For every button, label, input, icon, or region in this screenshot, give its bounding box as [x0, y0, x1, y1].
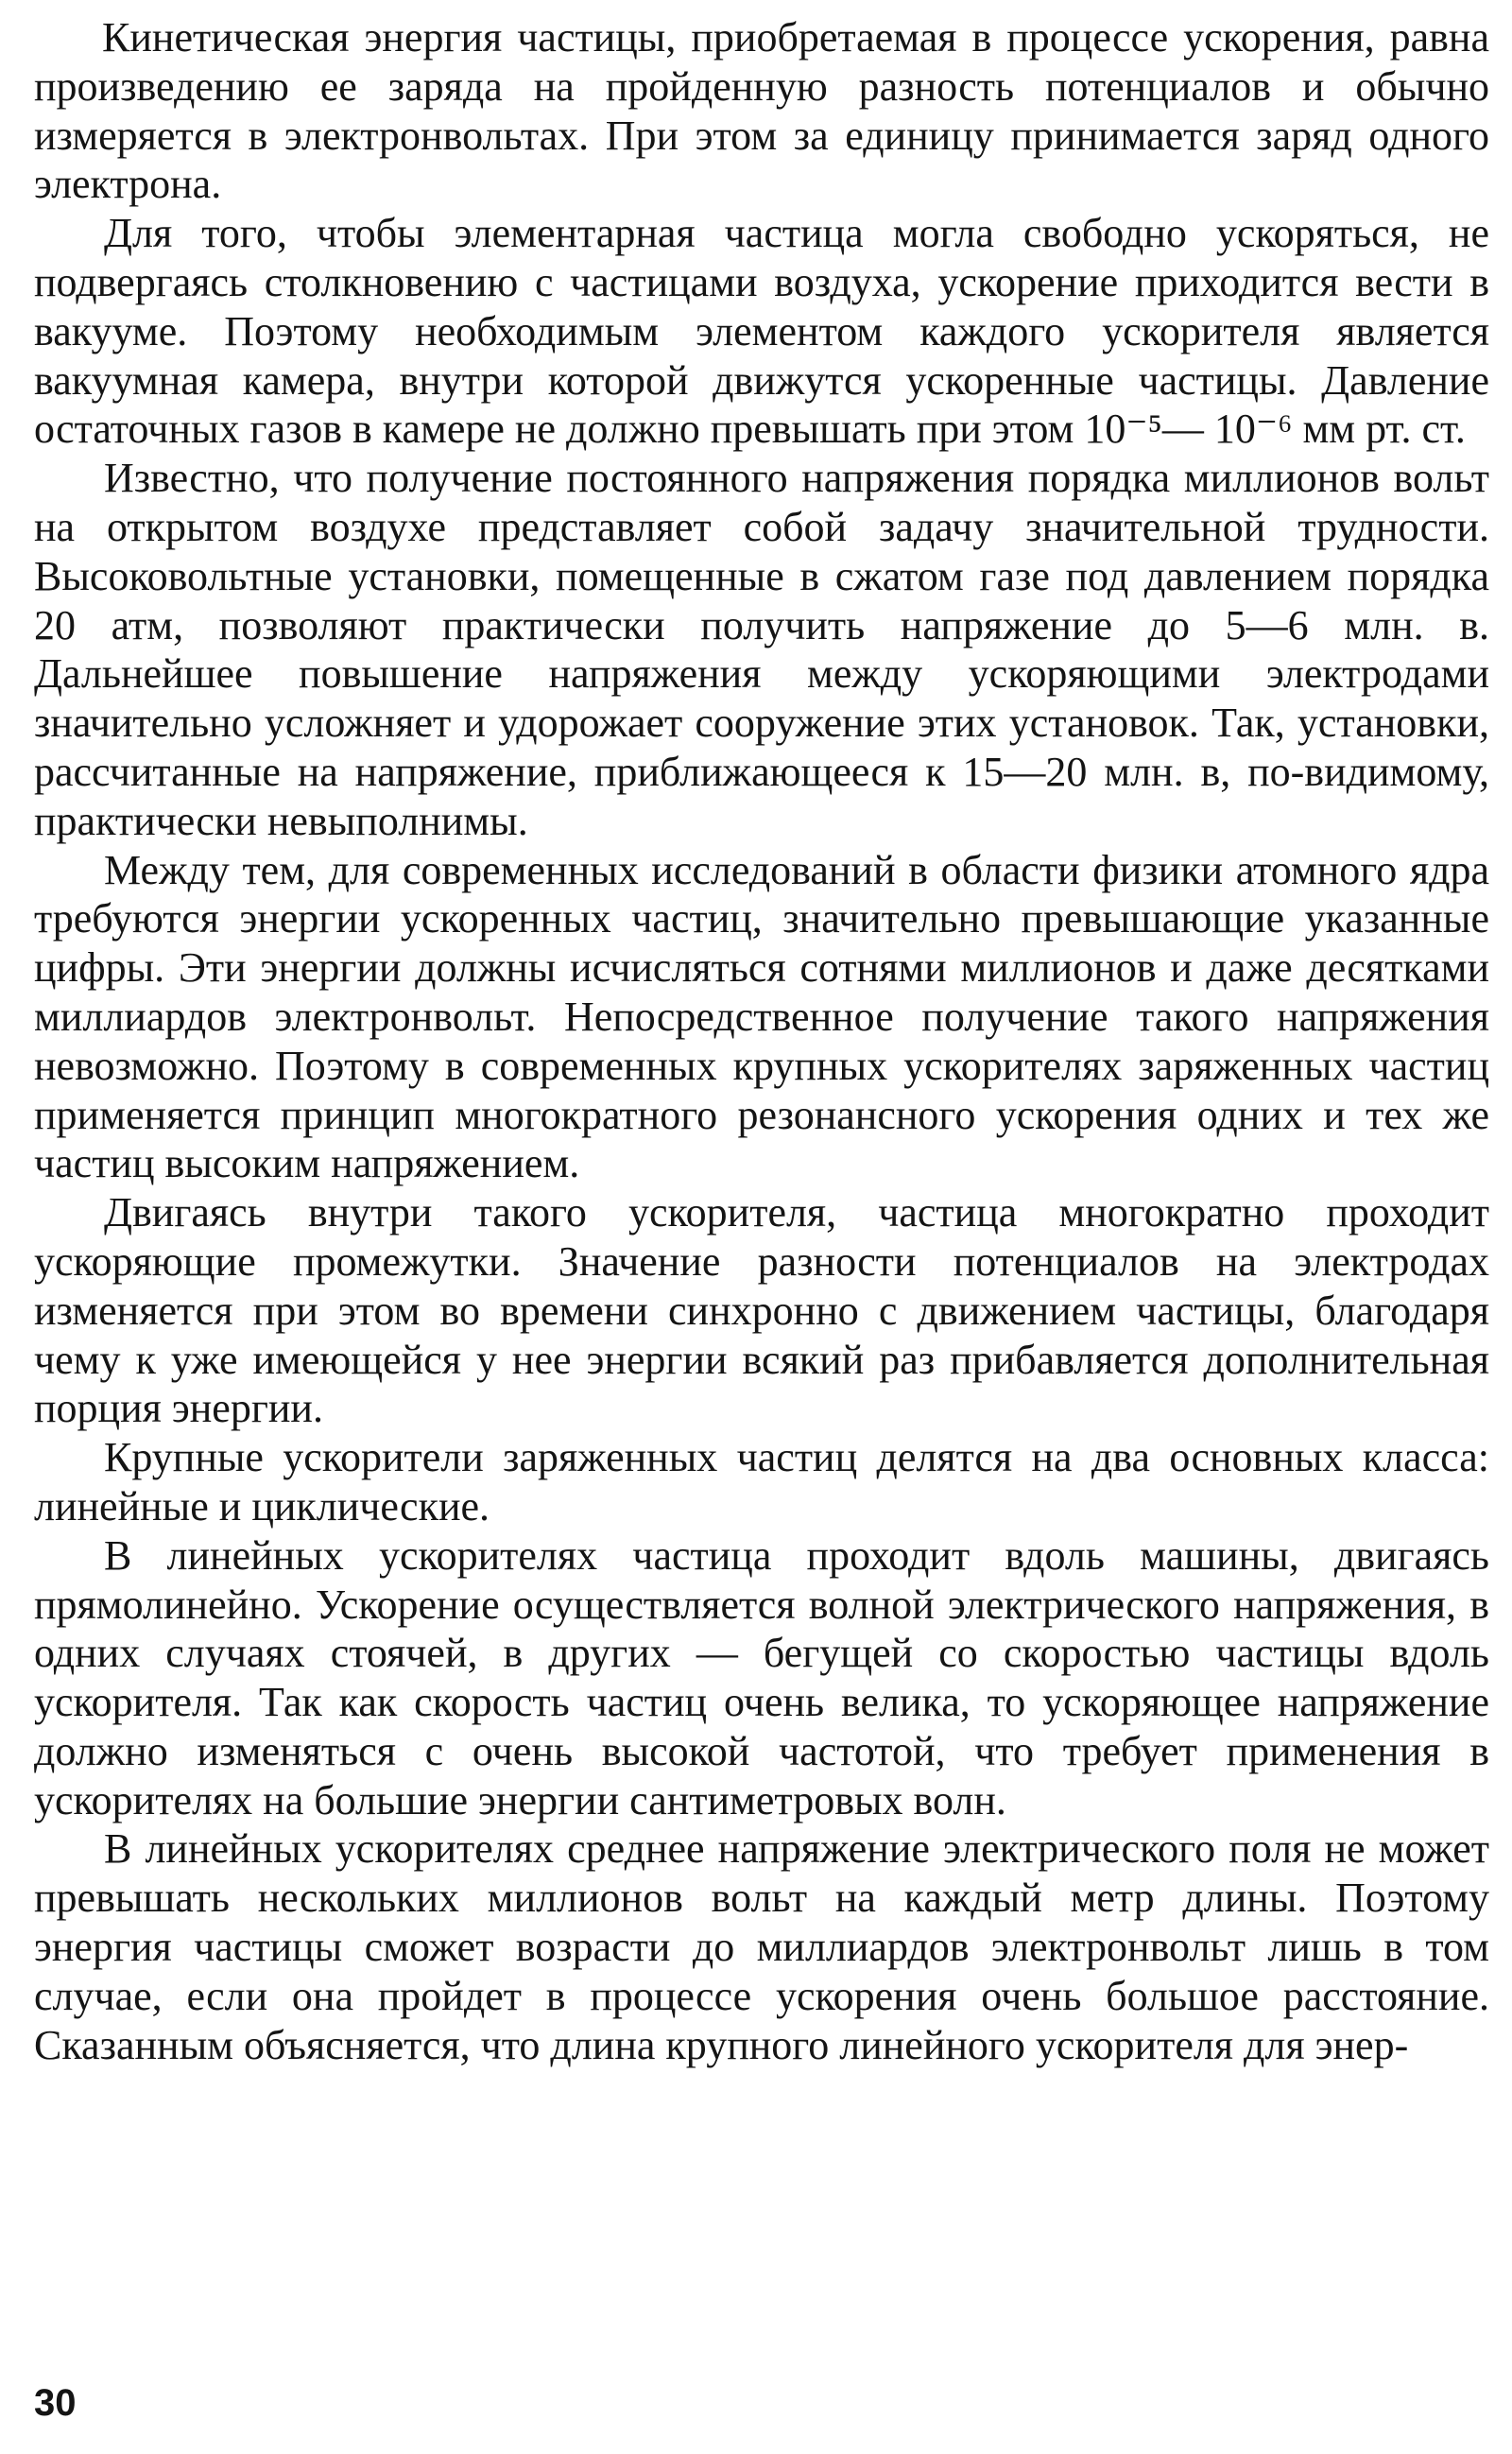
paragraph-kinetic-energy: Кинетическая энергия частицы, приобретаемая в процессе ускорения, равна произведению ее заряда на пройденную разность потенциалов и обычно измеряется в электронвольтах. При этом за единицу принимается заряд одного электрона. — [34, 14, 1489, 208]
page-number: 30 — [34, 2382, 77, 2424]
paragraph-linear-accelerators: В линейных ускорителях частица проходит вдоль машины, двигаясь прямолинейно. Ускорение осуществляется волной электрического напряжения, в одних случаях стоячей, в других — бегущей со скоростью частицы вдоль ускорителя. Так как скорость частиц очень велика, то ускоряющее напряжение должно изменяться с очень высокой частотой, что требует применения в ускорителях на большие энергии сантиметровых волн. — [34, 1531, 1489, 1823]
page-body — [34, 13, 1489, 2069]
paragraph-resonant-acceleration: Между тем, для современных исследований в области физики атомного ядра требуются энергии ускоренных частиц, значительно превышающие указанные цифры. Эти энергии должны исчисляться сотнями миллионов и даже десятками миллиардов электронвольт. Непосредственное получение такого напряжения невозможно. Поэтому в современных крупных ускорителях заряженных частиц применяется принцип многократного резонансного ускорения одних и тех же частиц высоким напряжением. — [34, 846, 1489, 1187]
paragraph-high-voltage: Известно, что получение постоянного напряжения порядка миллионов вольт на открытом воздухе представляет собой задачу значительной трудности. Высоковольтные установки, помещенные в сжатом газе под давлением порядка 20 атм, позволяют практически получить напряжение до 5—6 млн. в. Дальнейшее повышение напряжения между ускоряющими электродами значительно усложняет и удорожает сооружение этих установок. Так, установки, рассчитанные на напряжение, приближающееся к 15—20 млн. в, по-видимому, практически невыполнимы. — [34, 455, 1489, 844]
paragraph-linear-field-strength: В линейных ускорителях среднее напряжение электрического поля не может превышать нескольких миллионов вольт на каждый метр длины. Поэтому энергия частицы сможет возрасти до миллиардов электронвольт лишь в том случае, если она пройдет в процессе ускорения очень большое расстояние. Сказанным объясняется, что длина крупного линейного ускорителя для энер- — [34, 1825, 1489, 2068]
paragraph-accelerator-classes: Крупные ускорители заряженных частиц делятся на два основных класса: линейные и циклические. — [34, 1434, 1489, 1529]
paragraph-vacuum-chamber: Для того, чтобы элементарная частица могла свободно ускоряться, не подвергаясь столкновению с частицами воздуха, ускорение приходится вести в вакууме. Поэтому необходимым элементом каждого ускорителя является вакуумная камера, внутри которой движутся ускоренные частицы. Давление остаточных газов в камере не должно превышать при этом 10⁻⁵— 10⁻⁶ мм рт. ст. — [34, 210, 1489, 453]
paragraph-multiple-passes: Двигаясь внутри такого ускорителя, частица многократно проходит ускоряющие промежутки. Значение разности потенциалов на электродах изменяется при этом во времени синхронно с движением частицы, благодаря чему к уже имеющейся у нее энергии всякий раз прибавляется дополнительная порция энергии. — [34, 1189, 1489, 1432]
